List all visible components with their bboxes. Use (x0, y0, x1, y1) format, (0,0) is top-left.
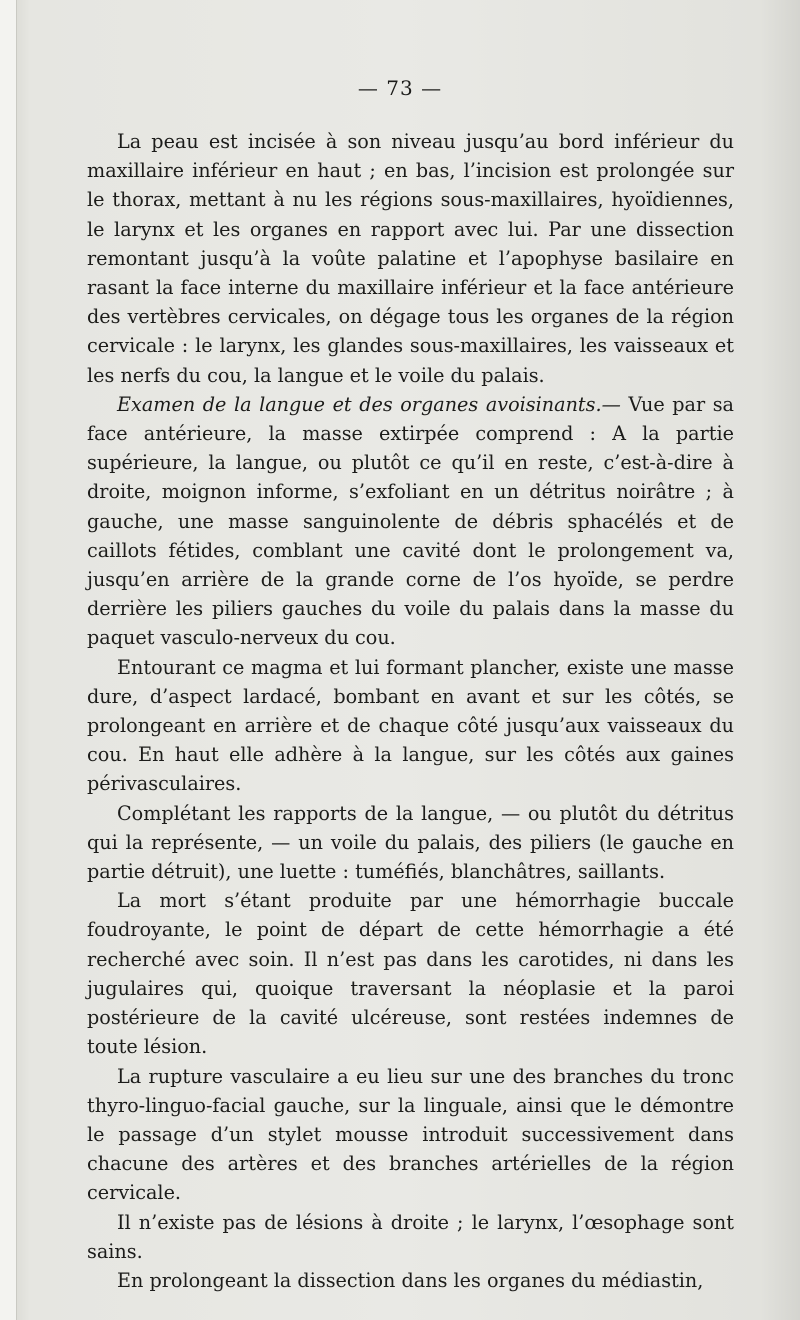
body-text (87, 127, 734, 1295)
paragraph-lesions: Il n’existe pas de lésions à droite ; le larynx, l’œsophage sont sains. (87, 1210, 734, 1263)
paragraph-mediastin: En prolongeant la dissection dans les organes du médiastin, (117, 1268, 704, 1292)
section-heading-italic: Examen de la langue et des organes avoisinants.— (117, 392, 621, 416)
paragraph-rapports: Complétant les rapports de la langue, — ou plutôt du détritus qui la représente, — un voile du palais, des piliers (le gauche en partie détruit), une luette : tuméfiés, blanchâtres, saillants. (87, 801, 734, 884)
paragraph-incision: La peau est incisée à son niveau jusqu’au bord inférieur du maxillaire inférieur en haut ; en bas, l’incision est prolongée sur le thorax, mettant à nu les régions sous-maxillaires, hyoïdiennes, le larynx et les organes en rapport avec lui. Par une dissection remontant jusqu’à la voûte palatine et l’apophyse basilaire en rasant la face interne du maxillaire inférieur et la face antérieure des vertèbres cervicales, on dégage tous les organes de la région cervicale : le larynx, les glandes sous-maxillaires, les vaisseaux et les nerfs du cou, la langue et le voile du palais. (87, 130, 734, 387)
page-number: — 73 — (357, 76, 443, 100)
paragraph-examen-text: Vue par sa face antérieure, la masse extirpée comprend : A la partie supérieure, la langue, ou plutôt ce qu’il en reste, c’est-à-dire à droite, moignon informe, s’exfoliant en un détritus noirâtre ; à gauche, une masse sanguinolente de débris sphacélés et de caillots fétides, comblant une cavité dont le prolongement va, jusqu’en arrière de la grande corne de l’os hyoïde, se perdre derrière les piliers gauches du voile du palais dans la masse du paquet vasculo-nerveux du cou. (87, 392, 734, 650)
page-edge (0, 0, 17, 1320)
paragraph-examen (87, 390, 734, 653)
paragraph-rupture: La rupture vasculaire a eu lieu sur une des branches du tronc thyro-linguo-facial gauche, sur la linguale, ainsi que le démontre le passage d’un stylet mousse introduit successivement dans chacune des artères et des branches artérielles de la région cervicale. (87, 1064, 734, 1205)
paragraph-masse-dure: Entourant ce magma et lui formant plancher, existe une masse dure, d’aspect lardacé, bombant en avant et sur les côtés, se prolongeant en arrière et de chaque côté jusqu’aux vaisseaux du cou. En haut elle adhère à la langue, sur les côtés aux gaines périvasculaires. (87, 655, 734, 796)
paragraph-hemorrhagie: La mort s’étant produite par une hémorrhagie buccale foudroyante, le point de départ de cette hémorrhagie a été recherché avec soin. Il n’est pas dans les carotides, ni dans les jugulaires qui, quoique traversant la néoplasie et la paroi postérieure de la cavité ulcéreuse, sont restées indemnes de toute lésion. (87, 889, 734, 1059)
